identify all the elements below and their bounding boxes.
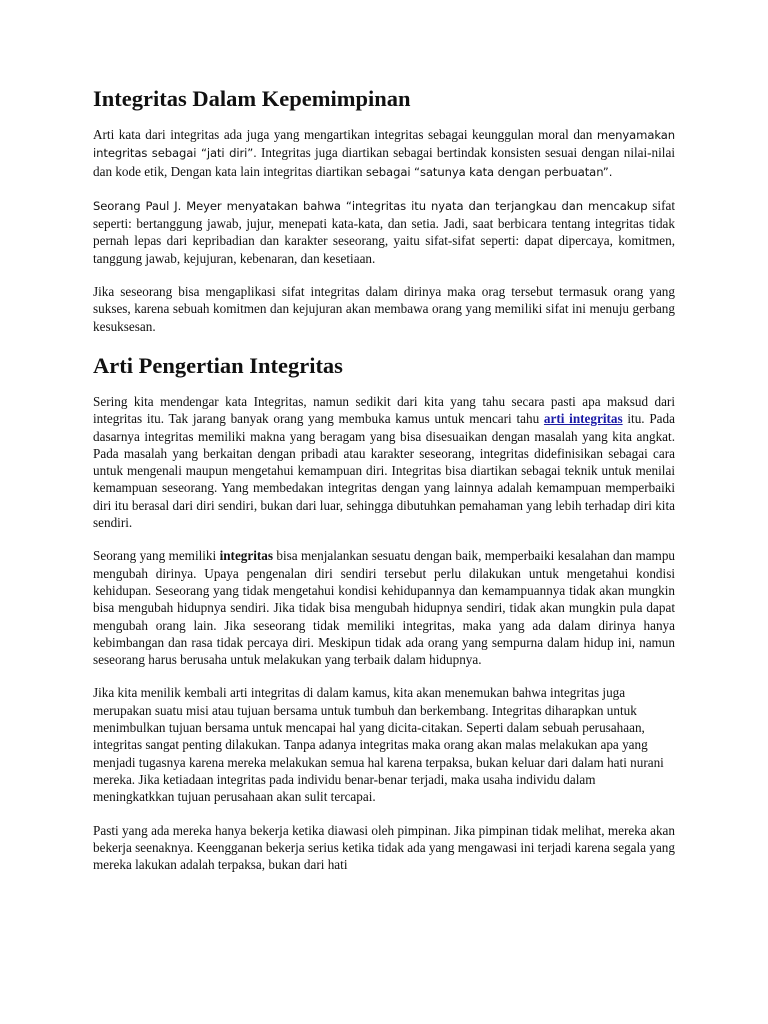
text-span-sans: menyamakan integritas sebagai “jati diri”. <box>93 128 676 161</box>
paragraph-pimpinan: Pasti yang ada mereka hanya bekerja ketika diawasi oleh pimpinan. Jika pimpinan tidak melihat, mereka akan bekerja seenaknya. Keengganan bekerja serius ketika tidak ada yang mengawasi ini terjadi karena segala yang mereka lakukan adalah terpaksa, bukan dari hati <box>93 822 675 873</box>
paragraph-paul-meyer <box>93 197 675 267</box>
bold-term: integritas <box>219 548 274 564</box>
paragraph-pengertian <box>93 393 675 531</box>
text-span: Seorang yang memiliki <box>93 548 220 564</box>
text-span-sans: sebagai “satunya kata dengan perbuatan”. <box>365 164 613 179</box>
arti-integritas-link[interactable]: arti integritas <box>543 411 623 427</box>
text-span: itu. Pada dasarnya integritas memiliki makna yang beragam yang bisa disesuaikan dengan masalah yang kita angkat. Pada masalah yang berkaitan dengan pribadi atau karakter seseorang, integritas didefinisikan sebagai cara untuk mengenali maupun mengetahui kemampuan diri. Integritas bisa diartikan sebagai teknik untuk menilai kemampuan seseorang. Yang membedakan integritas dengan yang lainnya adalah kemampuan memperbaiki diri itu berasal dari diri sendiri, bukan dari luar, sehingga dibutuhkan pemahaman yang lebih terhadap diri kita sendiri. <box>93 411 675 531</box>
paragraph-kamus: Jika kita menilik kembali arti integritas di dalam kamus, kita akan menemukan bahwa integritas juga merupakan suatu misi atau tujuan bersama untuk tumbuh dan berkembang. Integritas diharapkan untuk menimbulkan tujuan bersama untuk mencapai hal yang dicita-citakan. Seperti dalam sebuah perusahaan, integritas sangat penting dilakukan. Tanpa adanya integritas maka orang akan malas melakukan apa yang menjadi tugasnya karena mereka melakukan semua hal karena terpaksa, bukan keluar dari dalam hati nurani mereka. Jika ketiadaan integritas pada individu benar-benar terjadi, maka usaha individu dalam meningkatkkan tujuan perusahaan akan sulit tercapai. <box>93 685 664 805</box>
paragraph-integritas-definition <box>93 126 675 181</box>
text-span: Arti kata dari integritas ada juga yang mengartikan integritas sebagai keunggulan moral dan <box>93 127 593 142</box>
document-title: Integritas Dalam Kepemimpinan <box>93 86 411 111</box>
text-span: Sering kita mendengar kata Integritas, namun sedikit dari kita yang tahu secara pasti apa maksud dari integritas itu. Tak jarang banyak orang yang membuka kamus untuk mencari tahu <box>93 393 675 427</box>
text-span: sifat seperti: bertanggung jawab, jujur, menepati kata-kata, dan setia. Jadi, saat berbicara tentang integritas tidak pernah lepas dari kepribadian dan karakter seseorang, yaitu sifat-sifat seperti: dapat dipercaya, komitmen, tanggung jawab, kejujuran, kebenaran, dan kesetiaan. <box>93 197 675 266</box>
section-heading: Arti Pengertian Integritas <box>93 352 343 378</box>
text-span-sans: Seorang Paul J. Meyer menyatakan bahwa “integritas itu nyata dan terjangkau dan mencakup <box>93 198 648 213</box>
text-span: Integritas juga diartikan sebagai bertindak konsisten sesuai dengan nilai-nilai dan kode etik, Dengan kata lain integritas diartikan <box>93 145 675 179</box>
paragraph-sukses: Jika seseorang bisa mengaplikasi sifat integritas dalam dirinya maka orag tersebut termasuk orang yang sukses, karena sebuah komitmen dan kejujuran akan membawa orang yang memiliki sifat ini menuju gerbang kesuksesan. <box>93 284 675 334</box>
paragraph-seorang <box>93 547 675 668</box>
text-span: bisa menjalankan sesuatu dengan baik, memperbaiki kesalahan dan mampu mengubah dirinya. Upaya pengenalan diri sendiri tersebut perlu dilakukan untuk mengetahui kondisi kehidupan. Seseorang yang tidak mengetahui kondisi kehidupannya dan kemampuannya tidak akan mungkin bisa mengubah hidupnya sendiri. Jika tidak bisa mengubah hidupnya sendiri, tidak akan mungkin pula dapat mengubah orang lain. Jika seseorang tidak memiliki integritas, maka yang ada dalam dirinya hanya kebimbangan dan rasa tidak percaya diri. Meskipun tidak ada orang yang sempurna dalam hidup ini, namun seseorang harus berusaha untuk melakukan yang terbaik dalam hidupnya. <box>93 548 676 668</box>
